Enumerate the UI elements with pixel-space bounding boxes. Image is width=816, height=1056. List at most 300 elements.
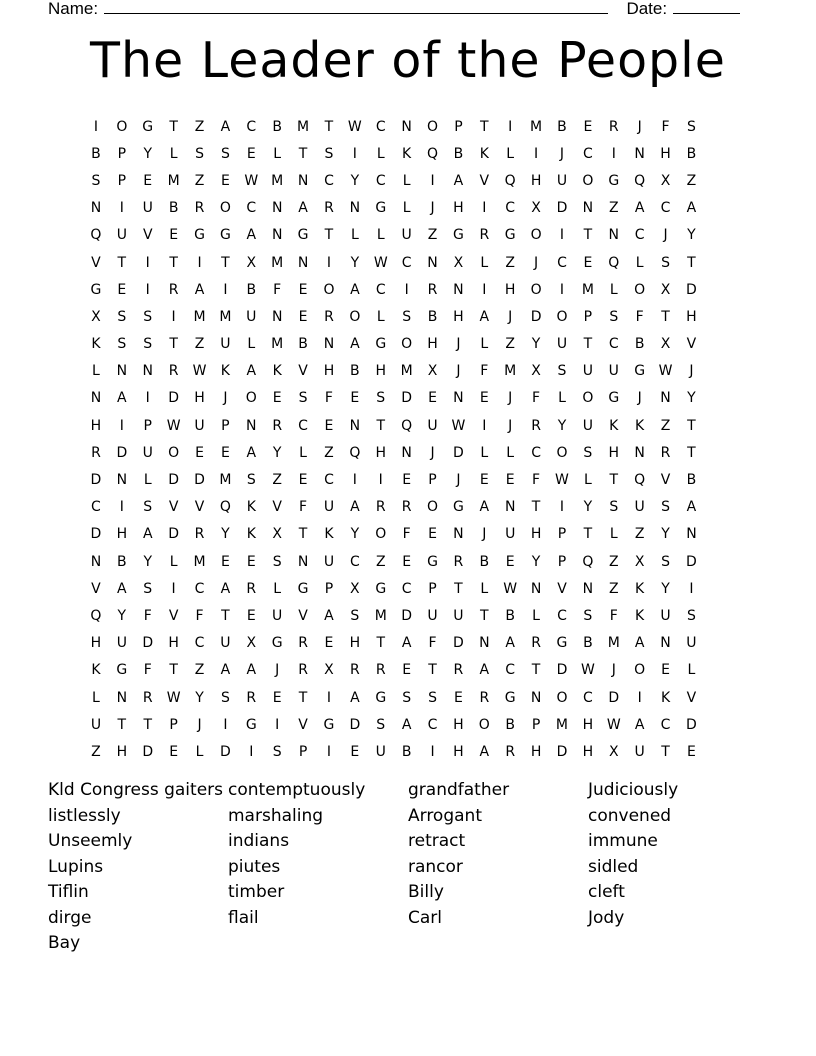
grid-letter[interactable]: G bbox=[608, 390, 620, 407]
grid-letter[interactable]: J bbox=[197, 716, 202, 733]
grid-letter[interactable]: S bbox=[220, 145, 230, 162]
grid-letter[interactable]: J bbox=[689, 363, 694, 380]
grid-letter[interactable]: D bbox=[168, 472, 179, 489]
grid-letter[interactable]: D bbox=[556, 200, 568, 217]
grid-letter[interactable]: U bbox=[272, 607, 283, 624]
grid-letter[interactable]: R bbox=[168, 281, 179, 298]
grid-letter[interactable]: Y bbox=[531, 553, 541, 570]
grid-letter[interactable]: T bbox=[583, 336, 593, 353]
grid-letter[interactable]: C bbox=[194, 580, 205, 597]
grid-letter[interactable]: F bbox=[195, 607, 204, 624]
grid-letter[interactable]: H bbox=[427, 336, 438, 353]
grid-letter[interactable]: W bbox=[451, 417, 466, 434]
grid-letter[interactable]: M bbox=[504, 363, 517, 380]
grid-letter[interactable]: O bbox=[116, 118, 128, 135]
grid-letter[interactable]: B bbox=[168, 200, 179, 217]
grid-letter[interactable]: P bbox=[117, 172, 127, 189]
grid-letter[interactable]: A bbox=[142, 526, 153, 543]
grid-letter[interactable]: R bbox=[91, 444, 101, 461]
grid-letter[interactable]: I bbox=[145, 254, 150, 271]
grid-letter[interactable]: Z bbox=[194, 662, 205, 679]
grid-letter[interactable]: N bbox=[686, 526, 697, 543]
grid-letter[interactable]: T bbox=[169, 118, 178, 135]
grid-letter[interactable]: G bbox=[375, 580, 387, 597]
grid-letter[interactable]: R bbox=[246, 689, 257, 706]
grid-letter[interactable]: E bbox=[298, 308, 308, 325]
grid-letter[interactable]: B bbox=[686, 145, 697, 162]
grid-letter[interactable]: K bbox=[402, 145, 412, 162]
grid-letter[interactable]: V bbox=[168, 607, 179, 624]
grid-letter[interactable]: E bbox=[220, 172, 230, 189]
grid-letter[interactable]: R bbox=[324, 308, 334, 325]
grid-letter[interactable]: U bbox=[401, 227, 412, 244]
grid-letter[interactable]: I bbox=[352, 145, 357, 162]
grid-letter[interactable]: M bbox=[167, 172, 180, 189]
grid-letter[interactable]: Q bbox=[349, 444, 361, 461]
grid-letter[interactable]: S bbox=[272, 743, 282, 760]
grid-letter[interactable]: T bbox=[169, 336, 178, 353]
grid-letter[interactable]: S bbox=[298, 390, 308, 407]
grid-letter[interactable]: V bbox=[142, 227, 153, 244]
grid-letter[interactable]: U bbox=[116, 227, 127, 244]
grid-letter[interactable]: P bbox=[557, 553, 567, 570]
grid-letter[interactable]: Y bbox=[272, 444, 282, 461]
grid-letter[interactable]: X bbox=[531, 200, 541, 217]
grid-letter[interactable]: U bbox=[116, 635, 127, 652]
grid-letter[interactable]: O bbox=[219, 200, 231, 217]
grid-letter[interactable]: E bbox=[350, 743, 360, 760]
grid-letter[interactable]: Z bbox=[272, 472, 282, 489]
grid-letter[interactable]: C bbox=[401, 254, 412, 271]
grid-letter[interactable]: T bbox=[324, 227, 334, 244]
grid-letter[interactable]: A bbox=[246, 662, 257, 679]
grid-letter[interactable]: P bbox=[557, 526, 567, 543]
grid-letter[interactable]: H bbox=[686, 308, 697, 325]
grid-letter[interactable]: S bbox=[143, 499, 153, 516]
grid-letter[interactable]: P bbox=[428, 580, 437, 597]
grid-letter[interactable]: A bbox=[350, 281, 360, 298]
grid-letter[interactable]: T bbox=[221, 254, 230, 271]
grid-letter[interactable]: E bbox=[246, 145, 256, 162]
grid-letter[interactable]: G bbox=[297, 580, 309, 597]
grid-letter[interactable]: R bbox=[505, 743, 516, 760]
grid-letter[interactable]: G bbox=[634, 363, 646, 380]
grid-letter[interactable]: N bbox=[453, 390, 464, 407]
grid-letter[interactable]: E bbox=[324, 417, 334, 434]
grid-letter[interactable]: F bbox=[428, 635, 437, 652]
grid-letter[interactable]: E bbox=[583, 254, 593, 271]
grid-letter[interactable]: U bbox=[220, 635, 231, 652]
grid-letter[interactable]: C bbox=[660, 716, 671, 733]
grid-letter[interactable]: I bbox=[482, 281, 487, 298]
grid-letter[interactable]: C bbox=[194, 635, 205, 652]
grid-letter[interactable]: R bbox=[531, 635, 541, 652]
grid-letter[interactable]: J bbox=[508, 417, 513, 434]
grid-letter[interactable]: A bbox=[246, 363, 257, 380]
grid-letter[interactable]: N bbox=[297, 172, 309, 189]
grid-letter[interactable]: G bbox=[323, 716, 335, 733]
grid-letter[interactable]: L bbox=[635, 254, 644, 271]
grid-letter[interactable]: A bbox=[194, 281, 205, 298]
grid-letter[interactable]: I bbox=[482, 200, 487, 217]
grid-letter[interactable]: L bbox=[609, 281, 618, 298]
grid-letter[interactable]: I bbox=[378, 472, 383, 489]
grid-letter[interactable]: F bbox=[532, 390, 541, 407]
grid-letter[interactable]: I bbox=[249, 743, 254, 760]
grid-letter[interactable]: H bbox=[530, 526, 542, 543]
grid-letter[interactable]: C bbox=[246, 200, 257, 217]
grid-letter[interactable]: I bbox=[171, 308, 176, 325]
grid-letter[interactable]: E bbox=[195, 444, 204, 461]
grid-letter[interactable]: I bbox=[119, 417, 124, 434]
grid-letter[interactable]: N bbox=[116, 689, 128, 706]
grid-letter[interactable]: S bbox=[246, 472, 256, 489]
grid-letter[interactable]: U bbox=[608, 363, 619, 380]
grid-letter[interactable]: H bbox=[453, 308, 464, 325]
grid-letter[interactable]: G bbox=[504, 227, 516, 244]
grid-letter[interactable]: N bbox=[90, 200, 102, 217]
grid-letter[interactable]: D bbox=[349, 716, 361, 733]
grid-letter[interactable]: C bbox=[324, 472, 334, 489]
grid-letter[interactable]: I bbox=[275, 716, 280, 733]
grid-letter[interactable]: D bbox=[686, 281, 697, 298]
grid-letter[interactable]: T bbox=[324, 118, 334, 135]
grid-letter[interactable]: I bbox=[145, 390, 150, 407]
grid-letter[interactable]: T bbox=[583, 526, 593, 543]
grid-letter[interactable]: S bbox=[686, 118, 696, 135]
grid-letter[interactable]: C bbox=[375, 281, 386, 298]
grid-letter[interactable]: O bbox=[245, 390, 257, 407]
grid-letter[interactable]: V bbox=[91, 254, 101, 271]
grid-letter[interactable]: R bbox=[401, 499, 412, 516]
grid-letter[interactable]: A bbox=[298, 200, 308, 217]
grid-letter[interactable]: R bbox=[453, 553, 464, 570]
grid-letter[interactable]: R bbox=[246, 580, 257, 597]
grid-letter[interactable]: L bbox=[402, 200, 411, 217]
grid-letter[interactable]: L bbox=[558, 390, 566, 407]
grid-letter[interactable]: O bbox=[556, 689, 568, 706]
grid-letter[interactable]: E bbox=[272, 689, 282, 706]
grid-letter[interactable]: G bbox=[219, 227, 231, 244]
grid-letter[interactable]: O bbox=[168, 444, 180, 461]
grid-letter[interactable]: V bbox=[298, 363, 308, 380]
grid-letter[interactable]: Y bbox=[221, 526, 230, 543]
grid-letter[interactable]: E bbox=[661, 662, 670, 679]
grid-letter[interactable]: N bbox=[634, 145, 645, 162]
grid-letter[interactable]: N bbox=[271, 227, 283, 244]
grid-letter[interactable]: H bbox=[582, 743, 594, 760]
grid-letter[interactable]: P bbox=[298, 743, 308, 760]
grid-letter[interactable]: O bbox=[427, 118, 439, 135]
grid-letter[interactable]: S bbox=[402, 308, 412, 325]
grid-letter[interactable]: H bbox=[375, 444, 386, 461]
grid-letter[interactable]: N bbox=[582, 580, 594, 597]
grid-letter[interactable]: C bbox=[505, 662, 516, 679]
grid-letter[interactable]: K bbox=[635, 607, 645, 624]
grid-letter[interactable]: Z bbox=[194, 118, 205, 135]
grid-letter[interactable]: P bbox=[324, 580, 334, 597]
grid-letter[interactable]: I bbox=[223, 716, 228, 733]
grid-letter[interactable]: X bbox=[350, 580, 360, 597]
grid-letter[interactable]: S bbox=[661, 499, 670, 516]
grid-letter[interactable]: Y bbox=[350, 254, 360, 271]
grid-letter[interactable]: N bbox=[116, 363, 128, 380]
grid-letter[interactable]: B bbox=[350, 363, 360, 380]
grid-letter[interactable]: H bbox=[530, 172, 542, 189]
name-field[interactable] bbox=[104, 0, 608, 14]
grid-letter[interactable]: G bbox=[90, 281, 102, 298]
grid-letter[interactable]: D bbox=[556, 743, 568, 760]
grid-letter[interactable]: S bbox=[686, 607, 696, 624]
grid-letter[interactable]: K bbox=[635, 580, 645, 597]
grid-letter[interactable]: L bbox=[195, 743, 204, 760]
grid-letter[interactable]: A bbox=[350, 499, 360, 516]
grid-letter[interactable]: L bbox=[376, 145, 385, 162]
grid-letter[interactable]: Z bbox=[324, 444, 334, 461]
grid-letter[interactable]: U bbox=[375, 743, 386, 760]
grid-letter[interactable]: N bbox=[142, 363, 153, 380]
grid-letter[interactable]: E bbox=[246, 553, 256, 570]
grid-letter[interactable]: L bbox=[247, 336, 256, 353]
grid-letter[interactable]: N bbox=[453, 281, 464, 298]
grid-letter[interactable]: H bbox=[608, 444, 620, 461]
grid-letter[interactable]: D bbox=[686, 553, 697, 570]
grid-letter[interactable]: B bbox=[272, 118, 282, 135]
grid-letter[interactable]: R bbox=[531, 417, 541, 434]
grid-letter[interactable]: T bbox=[376, 635, 386, 652]
grid-letter[interactable]: O bbox=[349, 308, 361, 325]
grid-letter[interactable]: L bbox=[480, 336, 489, 353]
grid-letter[interactable]: C bbox=[557, 607, 567, 624]
grid-letter[interactable]: Y bbox=[661, 526, 670, 543]
grid-letter[interactable]: T bbox=[609, 472, 619, 489]
grid-letter[interactable]: I bbox=[119, 499, 124, 516]
grid-letter[interactable]: A bbox=[350, 689, 360, 706]
grid-letter[interactable]: X bbox=[246, 635, 257, 652]
grid-letter[interactable]: G bbox=[375, 336, 387, 353]
grid-letter[interactable]: Q bbox=[90, 227, 102, 244]
grid-letter[interactable]: R bbox=[375, 499, 386, 516]
grid-letter[interactable]: R bbox=[142, 689, 153, 706]
grid-letter[interactable]: E bbox=[298, 281, 308, 298]
grid-letter[interactable]: K bbox=[220, 363, 230, 380]
grid-letter[interactable]: L bbox=[92, 363, 100, 380]
grid-letter[interactable]: J bbox=[637, 390, 642, 407]
grid-letter[interactable]: W bbox=[580, 662, 595, 679]
grid-letter[interactable]: S bbox=[583, 444, 593, 461]
grid-letter[interactable]: S bbox=[609, 499, 619, 516]
grid-letter[interactable]: Q bbox=[504, 172, 516, 189]
grid-letter[interactable]: A bbox=[324, 607, 334, 624]
grid-letter[interactable]: G bbox=[271, 635, 283, 652]
grid-letter[interactable]: D bbox=[453, 444, 464, 461]
grid-letter[interactable]: K bbox=[246, 499, 256, 516]
grid-letter[interactable]: X bbox=[246, 254, 257, 271]
grid-letter[interactable]: I bbox=[326, 743, 332, 760]
grid-letter[interactable]: N bbox=[246, 417, 257, 434]
grid-letter[interactable]: L bbox=[480, 580, 489, 597]
grid-letter[interactable]: O bbox=[530, 281, 542, 298]
grid-letter[interactable]: O bbox=[556, 444, 568, 461]
grid-letter[interactable]: M bbox=[555, 716, 569, 733]
grid-letter[interactable]: K bbox=[479, 145, 489, 162]
grid-letter[interactable]: U bbox=[323, 553, 335, 570]
grid-letter[interactable]: L bbox=[273, 145, 282, 162]
grid-letter[interactable]: U bbox=[582, 363, 593, 380]
grid-letter[interactable]: B bbox=[634, 336, 645, 353]
grid-letter[interactable]: X bbox=[272, 526, 282, 543]
grid-letter[interactable]: A bbox=[634, 716, 645, 733]
grid-letter[interactable]: G bbox=[375, 200, 387, 217]
grid-letter[interactable]: R bbox=[427, 281, 438, 298]
grid-letter[interactable]: M bbox=[271, 172, 284, 189]
grid-letter[interactable]: T bbox=[298, 145, 308, 162]
grid-letter[interactable]: X bbox=[91, 308, 101, 325]
grid-letter[interactable]: W bbox=[503, 580, 518, 597]
grid-letter[interactable]: P bbox=[143, 417, 152, 434]
grid-letter[interactable]: A bbox=[220, 118, 231, 135]
grid-letter[interactable]: S bbox=[143, 308, 153, 325]
grid-letter[interactable]: B bbox=[117, 553, 127, 570]
grid-letter[interactable]: J bbox=[223, 390, 228, 407]
grid-letter[interactable]: N bbox=[323, 336, 335, 353]
grid-letter[interactable]: S bbox=[220, 689, 230, 706]
grid-letter[interactable]: F bbox=[609, 607, 618, 624]
grid-letter[interactable]: L bbox=[480, 254, 489, 271]
grid-letter[interactable]: B bbox=[505, 716, 515, 733]
grid-letter[interactable]: A bbox=[479, 499, 490, 516]
grid-letter[interactable]: V bbox=[686, 336, 697, 353]
grid-letter[interactable]: U bbox=[246, 308, 257, 325]
grid-letter[interactable]: Z bbox=[194, 336, 205, 353]
grid-letter[interactable]: L bbox=[273, 580, 282, 597]
grid-letter[interactable]: E bbox=[505, 553, 515, 570]
grid-letter[interactable]: E bbox=[169, 743, 179, 760]
grid-letter[interactable]: S bbox=[609, 308, 619, 325]
grid-letter[interactable]: Y bbox=[687, 227, 696, 244]
grid-letter[interactable]: R bbox=[298, 662, 308, 679]
grid-letter[interactable]: C bbox=[582, 145, 593, 162]
grid-letter[interactable]: U bbox=[90, 716, 102, 733]
grid-letter[interactable]: H bbox=[90, 635, 102, 652]
grid-letter[interactable]: A bbox=[505, 635, 515, 652]
grid-letter[interactable]: E bbox=[143, 172, 153, 189]
grid-letter[interactable]: N bbox=[90, 390, 102, 407]
grid-letter[interactable]: T bbox=[480, 607, 489, 624]
grid-letter[interactable]: B bbox=[686, 472, 697, 489]
grid-letter[interactable]: F bbox=[402, 526, 411, 543]
grid-letter[interactable]: K bbox=[660, 689, 671, 706]
grid-letter[interactable]: K bbox=[635, 417, 645, 434]
grid-letter[interactable]: F bbox=[532, 472, 541, 489]
grid-letter[interactable]: P bbox=[117, 145, 127, 162]
grid-letter[interactable]: D bbox=[90, 526, 102, 543]
grid-letter[interactable]: E bbox=[298, 472, 308, 489]
grid-letter[interactable]: R bbox=[375, 662, 386, 679]
grid-letter[interactable]: F bbox=[299, 499, 308, 516]
grid-letter[interactable]: N bbox=[271, 308, 283, 325]
grid-letter[interactable]: V bbox=[660, 472, 671, 489]
grid-letter[interactable]: F bbox=[143, 607, 152, 624]
grid-letter[interactable]: F bbox=[480, 363, 489, 380]
grid-letter[interactable]: L bbox=[609, 526, 618, 543]
grid-letter[interactable]: G bbox=[452, 227, 464, 244]
grid-letter[interactable]: G bbox=[375, 689, 387, 706]
grid-letter[interactable]: Y bbox=[195, 689, 204, 706]
grid-letter[interactable]: Y bbox=[687, 390, 696, 407]
grid-letter[interactable]: E bbox=[428, 390, 437, 407]
grid-letter[interactable]: C bbox=[375, 118, 386, 135]
grid-letter[interactable]: C bbox=[324, 172, 334, 189]
grid-letter[interactable]: F bbox=[324, 390, 333, 407]
grid-letter[interactable]: E bbox=[453, 689, 463, 706]
grid-letter[interactable]: U bbox=[427, 417, 438, 434]
grid-letter[interactable]: Q bbox=[401, 417, 413, 434]
grid-letter[interactable]: T bbox=[298, 526, 308, 543]
grid-letter[interactable]: R bbox=[168, 363, 179, 380]
grid-letter[interactable]: R bbox=[272, 417, 283, 434]
grid-letter[interactable]: N bbox=[582, 200, 594, 217]
grid-letter[interactable]: I bbox=[145, 281, 150, 298]
grid-letter[interactable]: T bbox=[428, 662, 437, 679]
grid-letter[interactable]: Z bbox=[634, 526, 645, 543]
grid-letter[interactable]: U bbox=[142, 444, 153, 461]
grid-letter[interactable]: C bbox=[634, 227, 645, 244]
grid-letter[interactable]: C bbox=[349, 553, 360, 570]
grid-letter[interactable]: Y bbox=[117, 607, 127, 624]
grid-letter[interactable]: N bbox=[349, 200, 361, 217]
grid-letter[interactable]: Z bbox=[660, 417, 671, 434]
grid-letter[interactable]: R bbox=[479, 689, 490, 706]
grid-letter[interactable]: I bbox=[559, 227, 565, 244]
grid-letter[interactable]: U bbox=[453, 607, 464, 624]
grid-letter[interactable]: A bbox=[686, 499, 697, 516]
grid-letter[interactable]: T bbox=[298, 689, 308, 706]
grid-letter[interactable]: X bbox=[531, 363, 541, 380]
grid-letter[interactable]: O bbox=[634, 662, 646, 679]
grid-letter[interactable]: B bbox=[453, 145, 464, 162]
grid-letter[interactable]: H bbox=[375, 363, 386, 380]
grid-letter[interactable]: X bbox=[660, 172, 671, 189]
grid-letter[interactable]: C bbox=[660, 200, 671, 217]
grid-letter[interactable]: J bbox=[456, 336, 461, 353]
grid-letter[interactable]: G bbox=[608, 172, 620, 189]
grid-letter[interactable]: Y bbox=[583, 499, 593, 516]
grid-letter[interactable]: D bbox=[686, 716, 697, 733]
grid-letter[interactable]: S bbox=[376, 390, 386, 407]
grid-letter[interactable]: I bbox=[508, 118, 513, 135]
grid-letter[interactable]: T bbox=[221, 607, 230, 624]
grid-letter[interactable]: U bbox=[634, 743, 645, 760]
grid-letter[interactable]: N bbox=[608, 227, 619, 244]
grid-letter[interactable]: M bbox=[271, 336, 284, 353]
grid-letter[interactable]: M bbox=[271, 254, 284, 271]
grid-letter[interactable]: A bbox=[401, 635, 412, 652]
grid-letter[interactable]: C bbox=[298, 417, 308, 434]
grid-letter[interactable]: N bbox=[453, 526, 464, 543]
grid-letter[interactable]: T bbox=[531, 499, 541, 516]
grid-letter[interactable]: A bbox=[220, 580, 231, 597]
grid-letter[interactable]: T bbox=[661, 308, 670, 325]
grid-letter[interactable]: J bbox=[559, 145, 565, 162]
grid-letter[interactable]: D bbox=[168, 526, 179, 543]
grid-letter[interactable]: J bbox=[275, 662, 280, 679]
grid-letter[interactable]: P bbox=[221, 417, 230, 434]
grid-letter[interactable]: T bbox=[687, 444, 696, 461]
grid-letter[interactable]: J bbox=[611, 662, 616, 679]
grid-letter[interactable]: W bbox=[166, 689, 181, 706]
grid-letter[interactable]: J bbox=[430, 444, 435, 461]
